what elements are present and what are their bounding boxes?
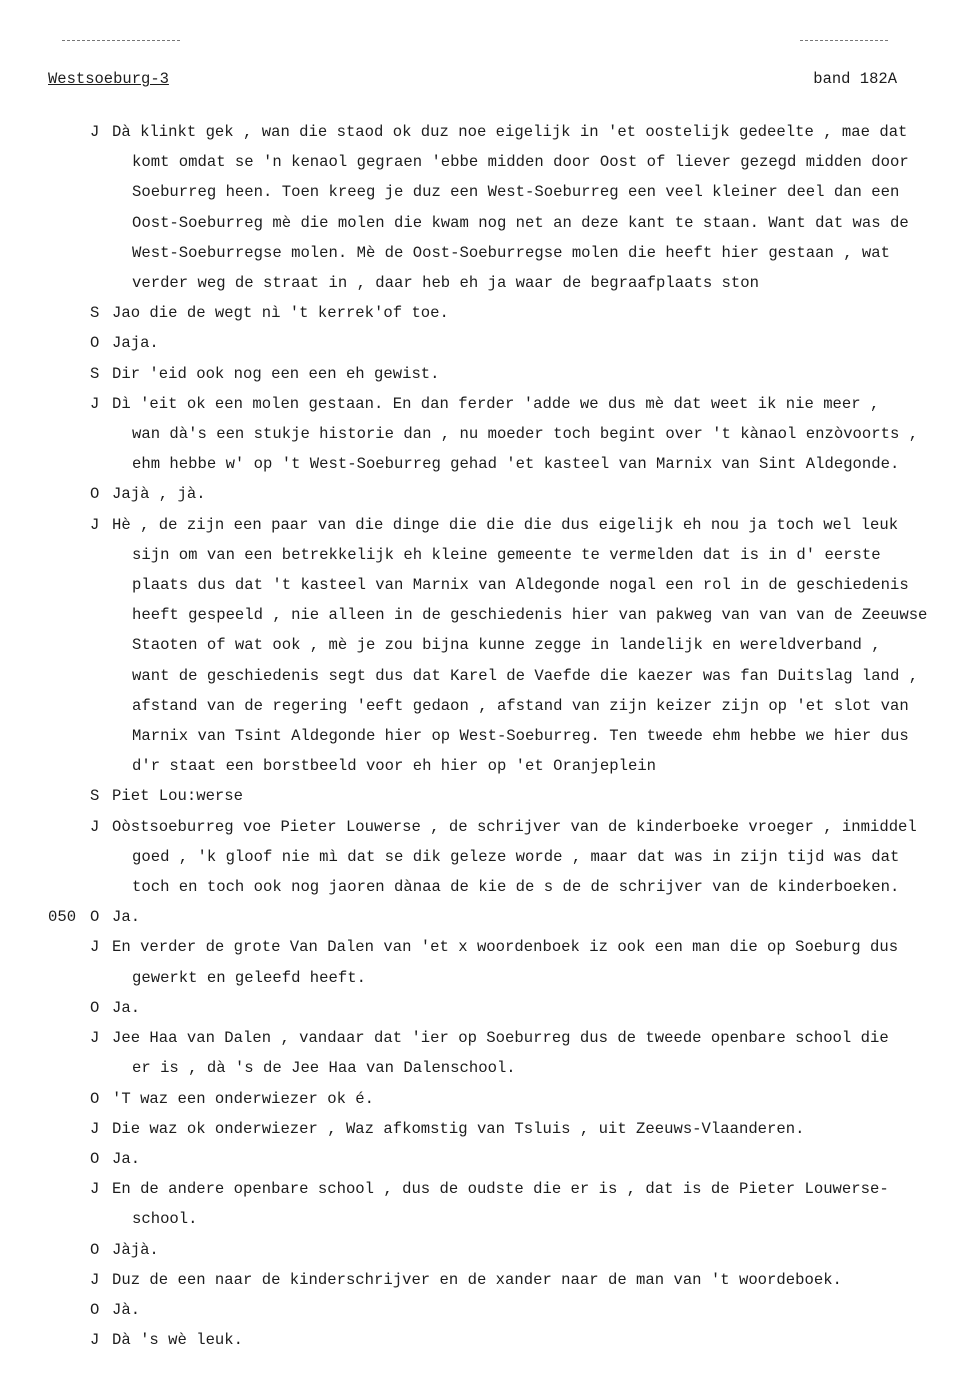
- transcript-line: Jà.: [112, 1300, 141, 1319]
- transcript-line: plaats dus dat 't kasteel van Marnix van Aldegonde nogal een rol in de geschiedenis: [132, 576, 909, 595]
- transcript-line: Staoten of wat ook , mè je zou bijna kunne zegge in landelijk en wereldverband ,: [132, 636, 881, 655]
- transcript-line: Marnix van Tsint Aldegonde hier op West-Soeburreg. Ten tweede ehm hebbe we hier dus: [132, 727, 909, 746]
- speaker-label: O: [90, 1149, 100, 1168]
- transcript-turn: [48, 1023, 973, 1083]
- transcript-line: Jàjà.: [112, 1240, 159, 1259]
- transcript-line: ehm hebbe w' op 't West-Soeburreg gehad 'et kasteel van Marnix van Sint Aldegonde.: [132, 455, 900, 474]
- speaker-label: O: [90, 1240, 100, 1259]
- speaker-label: S: [90, 787, 100, 806]
- transcript-turn: [48, 993, 973, 1023]
- transcript-turn: [48, 298, 973, 328]
- transcript-line: Ja.: [112, 908, 141, 927]
- transcript-turn: [48, 1174, 973, 1234]
- transcript-line: Dir 'eid ook nog een een eh gewist.: [112, 364, 440, 383]
- speaker-label: J: [90, 1119, 100, 1138]
- transcript-line: Dà klinkt gek , wan die staod ok duz noe eigelijk in 'et oostelijk gedeelte , mae dat: [112, 123, 908, 141]
- transcript-body: [48, 117, 973, 1355]
- transcript-line: En de andere openbare school , dus de oudste die er is , dat is de Pieter Louwerse-: [112, 1180, 889, 1199]
- transcript-turn: [48, 1325, 973, 1355]
- transcript-turn: [48, 479, 973, 509]
- transcript-line: West-Soeburregse molen. Mè de Oost-Soeburregse molen die heeft hier gestaan , wat: [132, 243, 890, 262]
- transcript-line: Ja.: [112, 1149, 141, 1168]
- transcript-line: Piet Lou:werse: [112, 787, 244, 806]
- transcript-line: heeft gespeeld , nie alleen in de geschiedenis hier van pakweg van van van de Zeeuwse: [132, 606, 928, 625]
- transcript-line: afstand van de regering 'eeft gedaon , afstand van zijn keizer zijn op 'et slot van: [132, 696, 909, 715]
- speaker-label: O: [90, 1300, 100, 1319]
- transcript-line: toch en toch ook nog jaoren dànaa de kie de s de de schrijver van de kinderboeken.: [132, 878, 900, 897]
- speaker-label: O: [90, 998, 100, 1017]
- speaker-label: J: [90, 1180, 100, 1199]
- speaker-label: S: [90, 304, 100, 323]
- transcript-line: Oost-Soeburreg mè die molen die kwam nog net an deze kant te staan. Want dat was de: [132, 213, 909, 232]
- transcript-turn: [48, 902, 973, 932]
- speaker-label: J: [90, 123, 100, 141]
- transcript-turn: [48, 328, 973, 358]
- transcript-line: Jao die de wegt nì 't kerrek'of toe.: [112, 304, 449, 323]
- transcript-turn: [48, 1144, 973, 1174]
- band-label: band 182A: [813, 70, 897, 88]
- transcript-line: school.: [132, 1210, 198, 1229]
- transcript-turn: [48, 117, 973, 298]
- document-title: Westsoeburg-3: [48, 70, 169, 88]
- transcript-line: En verder de grote Van Dalen van 'et x woordenboek iz ook een man die op Soeburg dus: [112, 938, 899, 957]
- speaker-label: O: [90, 334, 100, 353]
- transcript-line: verder weg de straat in , daar heb eh ja waar de begraafplaats ston: [132, 274, 759, 293]
- transcript-line: er is , dà 's de Jee Haa van Dalenschool.: [132, 1059, 516, 1078]
- transcript-turn: [48, 812, 973, 903]
- transcript-turn: [48, 932, 973, 992]
- speaker-label: J: [90, 1029, 100, 1048]
- scan-mark: [800, 40, 888, 41]
- transcript-turn: [48, 1265, 973, 1295]
- transcript-turn: [48, 1114, 973, 1144]
- transcript-line: Soeburreg heen. Toen kreeg je duz een West-Soeburreg een veel kleiner deel dan een: [132, 183, 900, 202]
- transcript-line: goed , 'k gloof nie mì dat se dik geleze worde , maar dat was in zijn tijd was dat: [132, 847, 900, 866]
- transcript-line: Jaja.: [112, 334, 159, 353]
- transcript-line: Jee Haa van Dalen , vandaar dat 'ier op Soeburreg dus de tweede openbare school die: [112, 1029, 889, 1048]
- speaker-label: J: [90, 938, 100, 957]
- speaker-label: O: [90, 1089, 100, 1108]
- transcript-line: 'T waz een onderwiezer ok é.: [112, 1089, 375, 1108]
- speaker-label: J: [90, 1331, 100, 1350]
- transcript-line: Duz de een naar de kinderschrijver en de xander naar de man van 't woordeboek.: [112, 1270, 842, 1289]
- transcript-line: Hè , de zijn een paar van die dinge die die die dus eigelijk eh nou ja toch wel leuk: [112, 515, 899, 534]
- transcript-line: wan dà's een stukje historie dan , nu moeder toch begint over 't kànaol enzòvoorts ,: [132, 425, 919, 444]
- transcript-line: gewerkt en geleefd heeft.: [132, 968, 366, 987]
- transcript-line: komt omdat se 'n kenaol gegraen 'ebbe midden door Oost of liever gezegd midden door: [132, 153, 909, 172]
- speaker-label: J: [90, 394, 100, 413]
- line-number: 050: [48, 908, 77, 927]
- speaker-label: J: [90, 817, 100, 836]
- transcript-turn: [48, 389, 973, 480]
- transcript-line: want de geschiedenis segt dus dat Karel de Vaefde die kaezer was fan Duitslag land ,: [132, 666, 919, 685]
- transcript-turn: [48, 1235, 973, 1265]
- speaker-label: O: [90, 908, 100, 927]
- transcript-line: Dì 'eit ok een molen gestaan. En dan ferder 'adde we dus mè dat weet ik nie meer ,: [112, 394, 880, 413]
- transcript-line: d'r staat een borstbeeld voor eh hier op 'et Oranjeplein: [132, 757, 657, 776]
- page-header: [48, 70, 931, 90]
- transcript-turn: [48, 1084, 973, 1114]
- transcript-turn: [48, 781, 973, 811]
- speaker-label: J: [90, 1270, 100, 1289]
- transcript-turn: [48, 359, 973, 389]
- speaker-label: J: [90, 515, 100, 534]
- scan-mark: [62, 40, 180, 41]
- transcript-line: Jajà , jà.: [112, 485, 206, 504]
- transcript-turn: [48, 510, 973, 782]
- top-margin-marks: [0, 30, 979, 50]
- transcript-line: Ja.: [112, 998, 141, 1017]
- transcript-line: Dà 's wè leuk.: [112, 1331, 244, 1350]
- speaker-label: S: [90, 364, 100, 383]
- transcript-line: Die waz ok onderwiezer , Waz afkomstig van Tsluis , uit Zeeuws-Vlaanderen.: [112, 1119, 805, 1138]
- transcript-line: Oòstsoeburreg voe Pieter Louwerse , de schrijver van de kinderboeke vroeger , inmiddel: [112, 817, 917, 836]
- speaker-label: O: [90, 485, 100, 504]
- transcript-line: sijn om van een betrekkelijk eh kleine gemeente te vermelden dat is in d' eerste: [132, 545, 881, 564]
- transcript-turn: [48, 1295, 973, 1325]
